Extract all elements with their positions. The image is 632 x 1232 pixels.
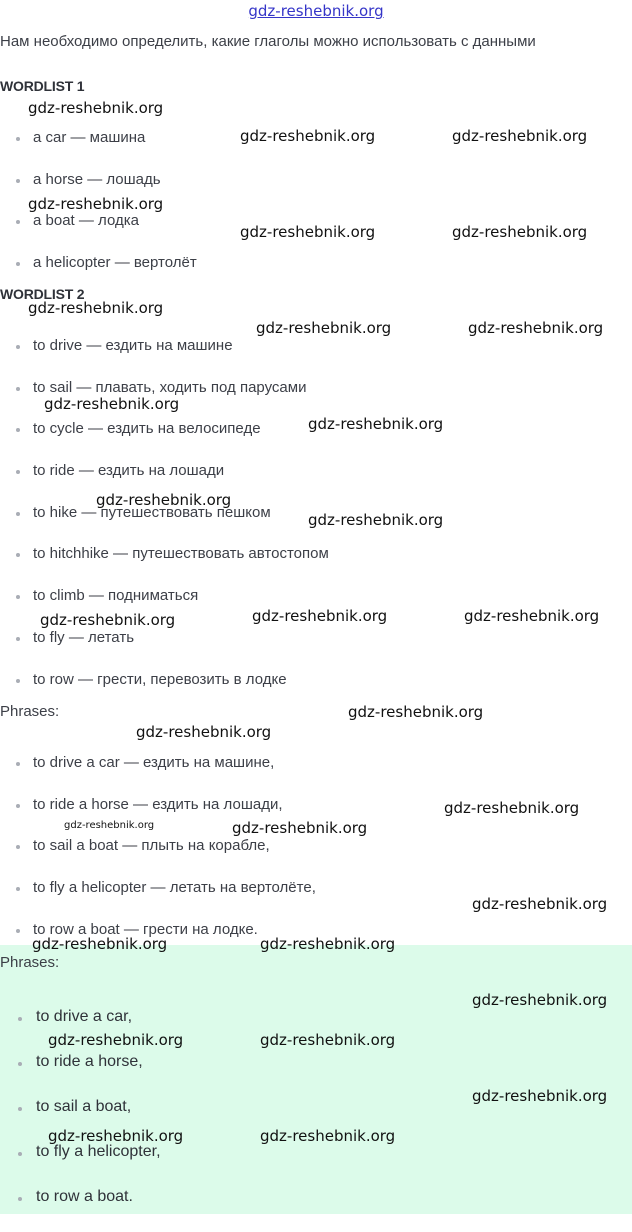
list-item: to cycle — ездить на велосипеде bbox=[0, 419, 329, 461]
watermark: gdz-reshebnik.org bbox=[96, 491, 232, 509]
list-item: to ride a horse, bbox=[0, 1052, 161, 1097]
wordlist-2-list bbox=[0, 336, 329, 711]
list-item: a boat — лодка bbox=[0, 211, 197, 253]
list-item: to hike — путешествовать пешком bbox=[0, 503, 329, 545]
list-item: to row a boat — грести на лодке. bbox=[0, 920, 316, 962]
list-item: to ride — ездить на лошади bbox=[0, 461, 329, 503]
list-item: to climb — подниматься bbox=[0, 586, 329, 628]
list-item: to sail a boat, bbox=[0, 1097, 161, 1142]
watermark: gdz-reshebnik.org bbox=[464, 607, 600, 625]
watermark: gdz-reshebnik.org bbox=[48, 1127, 184, 1145]
list-item: to fly a helicopter, bbox=[0, 1142, 161, 1187]
watermark: gdz-reshebnik.org bbox=[472, 895, 608, 913]
watermark: gdz-reshebnik.org bbox=[468, 319, 604, 337]
list-item: to fly — летать bbox=[0, 628, 329, 670]
watermark: gdz-reshebnik.org bbox=[308, 415, 444, 433]
list-item: to row — грести, перевозить в лодке bbox=[0, 670, 329, 712]
watermark: gdz-reshebnik.org bbox=[240, 223, 376, 241]
watermark: gdz-reshebnik.org bbox=[444, 799, 580, 817]
wordlist-1-heading: WORDLIST 1 bbox=[0, 78, 85, 94]
watermark: gdz-reshebnik.org bbox=[260, 1031, 396, 1049]
watermark: gdz-reshebnik.org bbox=[28, 195, 164, 213]
watermark: gdz-reshebnik.org bbox=[136, 723, 272, 741]
watermark: gdz-reshebnik.org bbox=[44, 395, 180, 413]
site-logo-link[interactable]: gdz-reshebnik.org bbox=[248, 2, 384, 20]
watermark: gdz-reshebnik.org bbox=[28, 99, 164, 117]
watermark: gdz-reshebnik.org bbox=[252, 607, 388, 625]
list-item: to drive a car — ездить на машине, bbox=[0, 753, 316, 795]
watermark: gdz-reshebnik.org bbox=[64, 820, 155, 831]
answer-phrases-label: Phrases: bbox=[0, 954, 60, 971]
list-item: a helicopter — вертолёт bbox=[0, 253, 197, 295]
intro-text: Нам необходимо определить, какие глаголы можно использовать с данными bbox=[0, 33, 536, 50]
list-item: to fly a helicopter — летать на вертолёте, bbox=[0, 878, 316, 920]
wordlist-2-heading: WORDLIST 2 bbox=[0, 286, 85, 302]
phrases-label: Phrases: bbox=[0, 703, 60, 720]
watermark: gdz-reshebnik.org bbox=[472, 991, 608, 1009]
watermark: gdz-reshebnik.org bbox=[472, 1087, 608, 1105]
list-item: to hitchhike — путешествовать автостопом bbox=[0, 544, 329, 586]
list-item: to drive — ездить на машине bbox=[0, 336, 329, 378]
watermark: gdz-reshebnik.org bbox=[40, 611, 176, 629]
watermark: gdz-reshebnik.org bbox=[48, 1031, 184, 1049]
watermark: gdz-reshebnik.org bbox=[240, 127, 376, 145]
list-item: to sail a boat — плыть на корабле, bbox=[0, 836, 316, 878]
watermark: gdz-reshebnik.org bbox=[348, 703, 484, 721]
watermark: gdz-reshebnik.org bbox=[28, 299, 164, 317]
list-item: to drive a car, bbox=[0, 1007, 161, 1052]
list-item: a car — машина bbox=[0, 128, 197, 170]
watermark: gdz-reshebnik.org bbox=[260, 1127, 396, 1145]
phrases-list bbox=[0, 753, 316, 961]
list-item: a horse — лошадь bbox=[0, 170, 197, 212]
watermark: gdz-reshebnik.org bbox=[452, 127, 588, 145]
watermark: gdz-reshebnik.org bbox=[260, 935, 396, 953]
list-item: to ride a horse — ездить на лошади, bbox=[0, 795, 316, 837]
watermark: gdz-reshebnik.org bbox=[232, 819, 368, 837]
watermark: gdz-reshebnik.org bbox=[256, 319, 392, 337]
list-item: to sail — плавать, ходить под парусами bbox=[0, 378, 329, 420]
watermark: gdz-reshebnik.org bbox=[308, 511, 444, 529]
watermark: gdz-reshebnik.org bbox=[32, 935, 168, 953]
watermark: gdz-reshebnik.org bbox=[452, 223, 588, 241]
answer-box bbox=[0, 945, 632, 1214]
list-item: to row a boat. bbox=[0, 1187, 161, 1232]
